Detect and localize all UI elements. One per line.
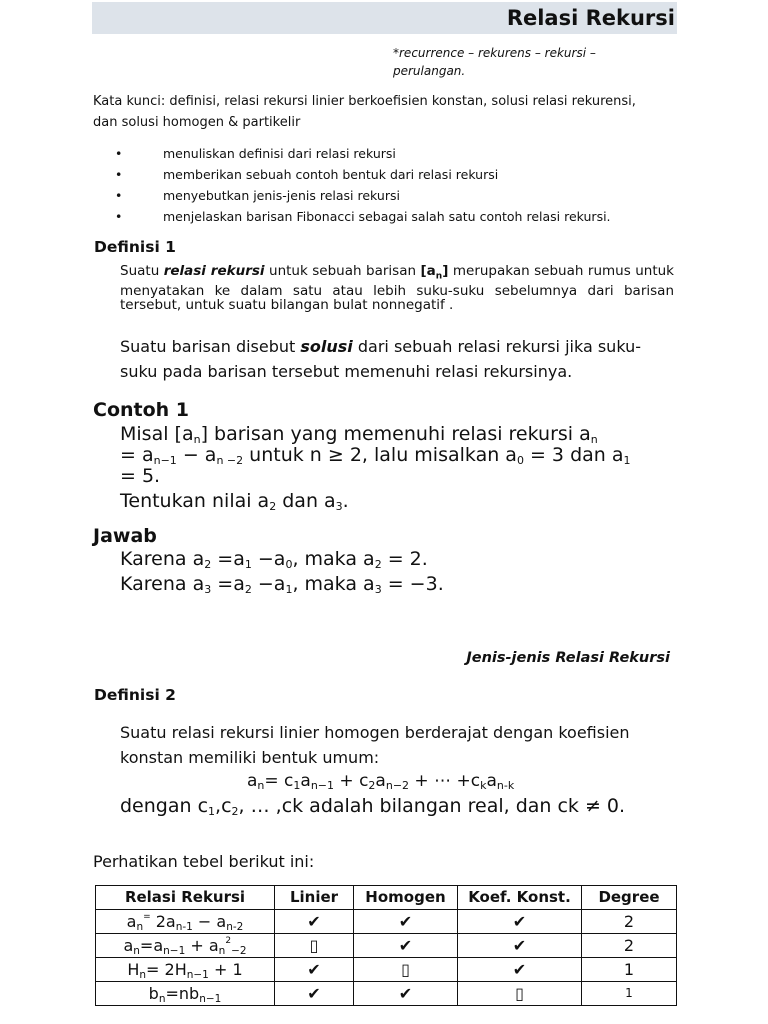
homogen-cell: ✔ xyxy=(354,934,458,958)
table-row xyxy=(96,934,677,958)
column-header: Degree xyxy=(582,886,677,910)
column-header: Koef. Konst. xyxy=(458,886,582,910)
list-item: • menjelaskan barisan Fibonacci sebagai salah satu contoh relasi rekursi. xyxy=(113,206,673,227)
linier-cell: ✔ xyxy=(275,958,354,982)
table-intro: Perhatikan tebel berikut ini: xyxy=(93,852,315,871)
relation-cell: $H_n= 2H_{n-1} + 1$ xyxy=(96,958,275,982)
linier-cell: ✔ xyxy=(275,910,354,934)
answer-heading: Jawab xyxy=(93,525,157,547)
table-row xyxy=(96,982,677,1006)
definition-2-heading: Definisi 2 xyxy=(94,686,176,704)
recurrence-types-table xyxy=(95,885,677,1006)
column-header: Homogen xyxy=(354,886,458,910)
relation-cell: $b_n=nb_{n-1}$ xyxy=(96,982,275,1006)
linier-cell: ▯ xyxy=(275,934,354,958)
homogen-cell: ▯ xyxy=(354,958,458,982)
koef-cell: ▯ xyxy=(458,982,582,1006)
relation-cell: $a_n^=$ $2a_{n-1} - a_{n-2}$ xyxy=(96,910,275,934)
coefficient-condition: dengan $c_1,c_2$, … ,ck adalah bilangan real, dan ck ≠ 0. xyxy=(120,795,626,818)
answer-text: Karena $a_2 =a_1 -a_0$, maka $a_2 = 2$. Karena $a_3 =a_2 -a_1$, maka $a_3 = -3$. xyxy=(120,548,444,596)
homogen-cell: ✔ xyxy=(354,910,458,934)
example-text: Misal $[a_n]$ barisan yang memenuhi relasi rekursi $a_n$ = $a_{n-1} - a_{n -2}$ untuk n ≥ 2, lalu misalkan $a_0 = 3$ dan $a_1$ = 5. Tentukan nilai $a_2$ dan $a_3$. xyxy=(120,423,631,513)
table-header-row xyxy=(96,886,677,910)
column-header: Linier xyxy=(275,886,354,910)
relation-cell: $a_n=a_{n-1} + a_n^2_{-2}$ xyxy=(96,934,275,958)
column-header: Relasi Rekursi xyxy=(96,886,275,910)
list-item: • menyebutkan jenis-jenis relasi rekursi xyxy=(113,185,673,206)
types-heading: Jenis-jenis Relasi Rekursi xyxy=(466,650,670,666)
objectives-list xyxy=(113,143,673,227)
degree-cell: 1 xyxy=(582,958,677,982)
list-item: • menuliskan definisi dari relasi rekursi xyxy=(113,143,673,164)
definition-2-text: Suatu relasi rekursi linier homogen berderajat dengan koefisien konstan memiliki bentuk umum: xyxy=(120,723,630,767)
example-heading: Contoh 1 xyxy=(93,399,190,421)
list-item: • memberikan sebuah contoh bentuk dari relasi rekursi xyxy=(113,164,673,185)
degree-cell: 2 xyxy=(582,910,677,934)
terminology-note: *recurrence – rekurens – rekursi – perulangan. xyxy=(393,46,596,78)
degree-cell: 2 xyxy=(582,934,677,958)
degree-cell: 1 xyxy=(582,982,677,1006)
definition-1-text: Suatu relasi rekursi untuk sebuah barisan $[a_n]$ merupakan sebuah rumus untuk menyatakan ke dalam satu atau lebih suku-suku sebelumnya dari barisan tersebut, untuk suatu bilangan bulat nonnegatif . xyxy=(120,263,675,313)
koef-cell: ✔ xyxy=(458,934,582,958)
table-row xyxy=(96,958,677,982)
koef-cell: ✔ xyxy=(458,910,582,934)
homogen-cell: ✔ xyxy=(354,982,458,1006)
header-bar xyxy=(92,2,677,34)
linier-cell: ✔ xyxy=(275,982,354,1006)
solution-definition-text: Suatu barisan disebut solusi dari sebuah relasi rekursi jika suku-suku pada barisan tersebut memenuhi relasi rekursinya. xyxy=(120,337,642,381)
general-form-formula: $a_n= c_1a_{n-1} + c_2a_{n-2}$ + ⋯ $+c_ka_{n-k}$ xyxy=(247,771,515,792)
keywords: Kata kunci: definisi, relasi rekursi linier berkoefisien konstan, solusi relasi rekurensi, dan solusi homogen & partikelir xyxy=(93,94,636,130)
page-title: Relasi Rekursi xyxy=(506,6,675,30)
table-row xyxy=(96,910,677,934)
koef-cell: ✔ xyxy=(458,958,582,982)
definition-1-heading: Definisi 1 xyxy=(94,238,176,256)
